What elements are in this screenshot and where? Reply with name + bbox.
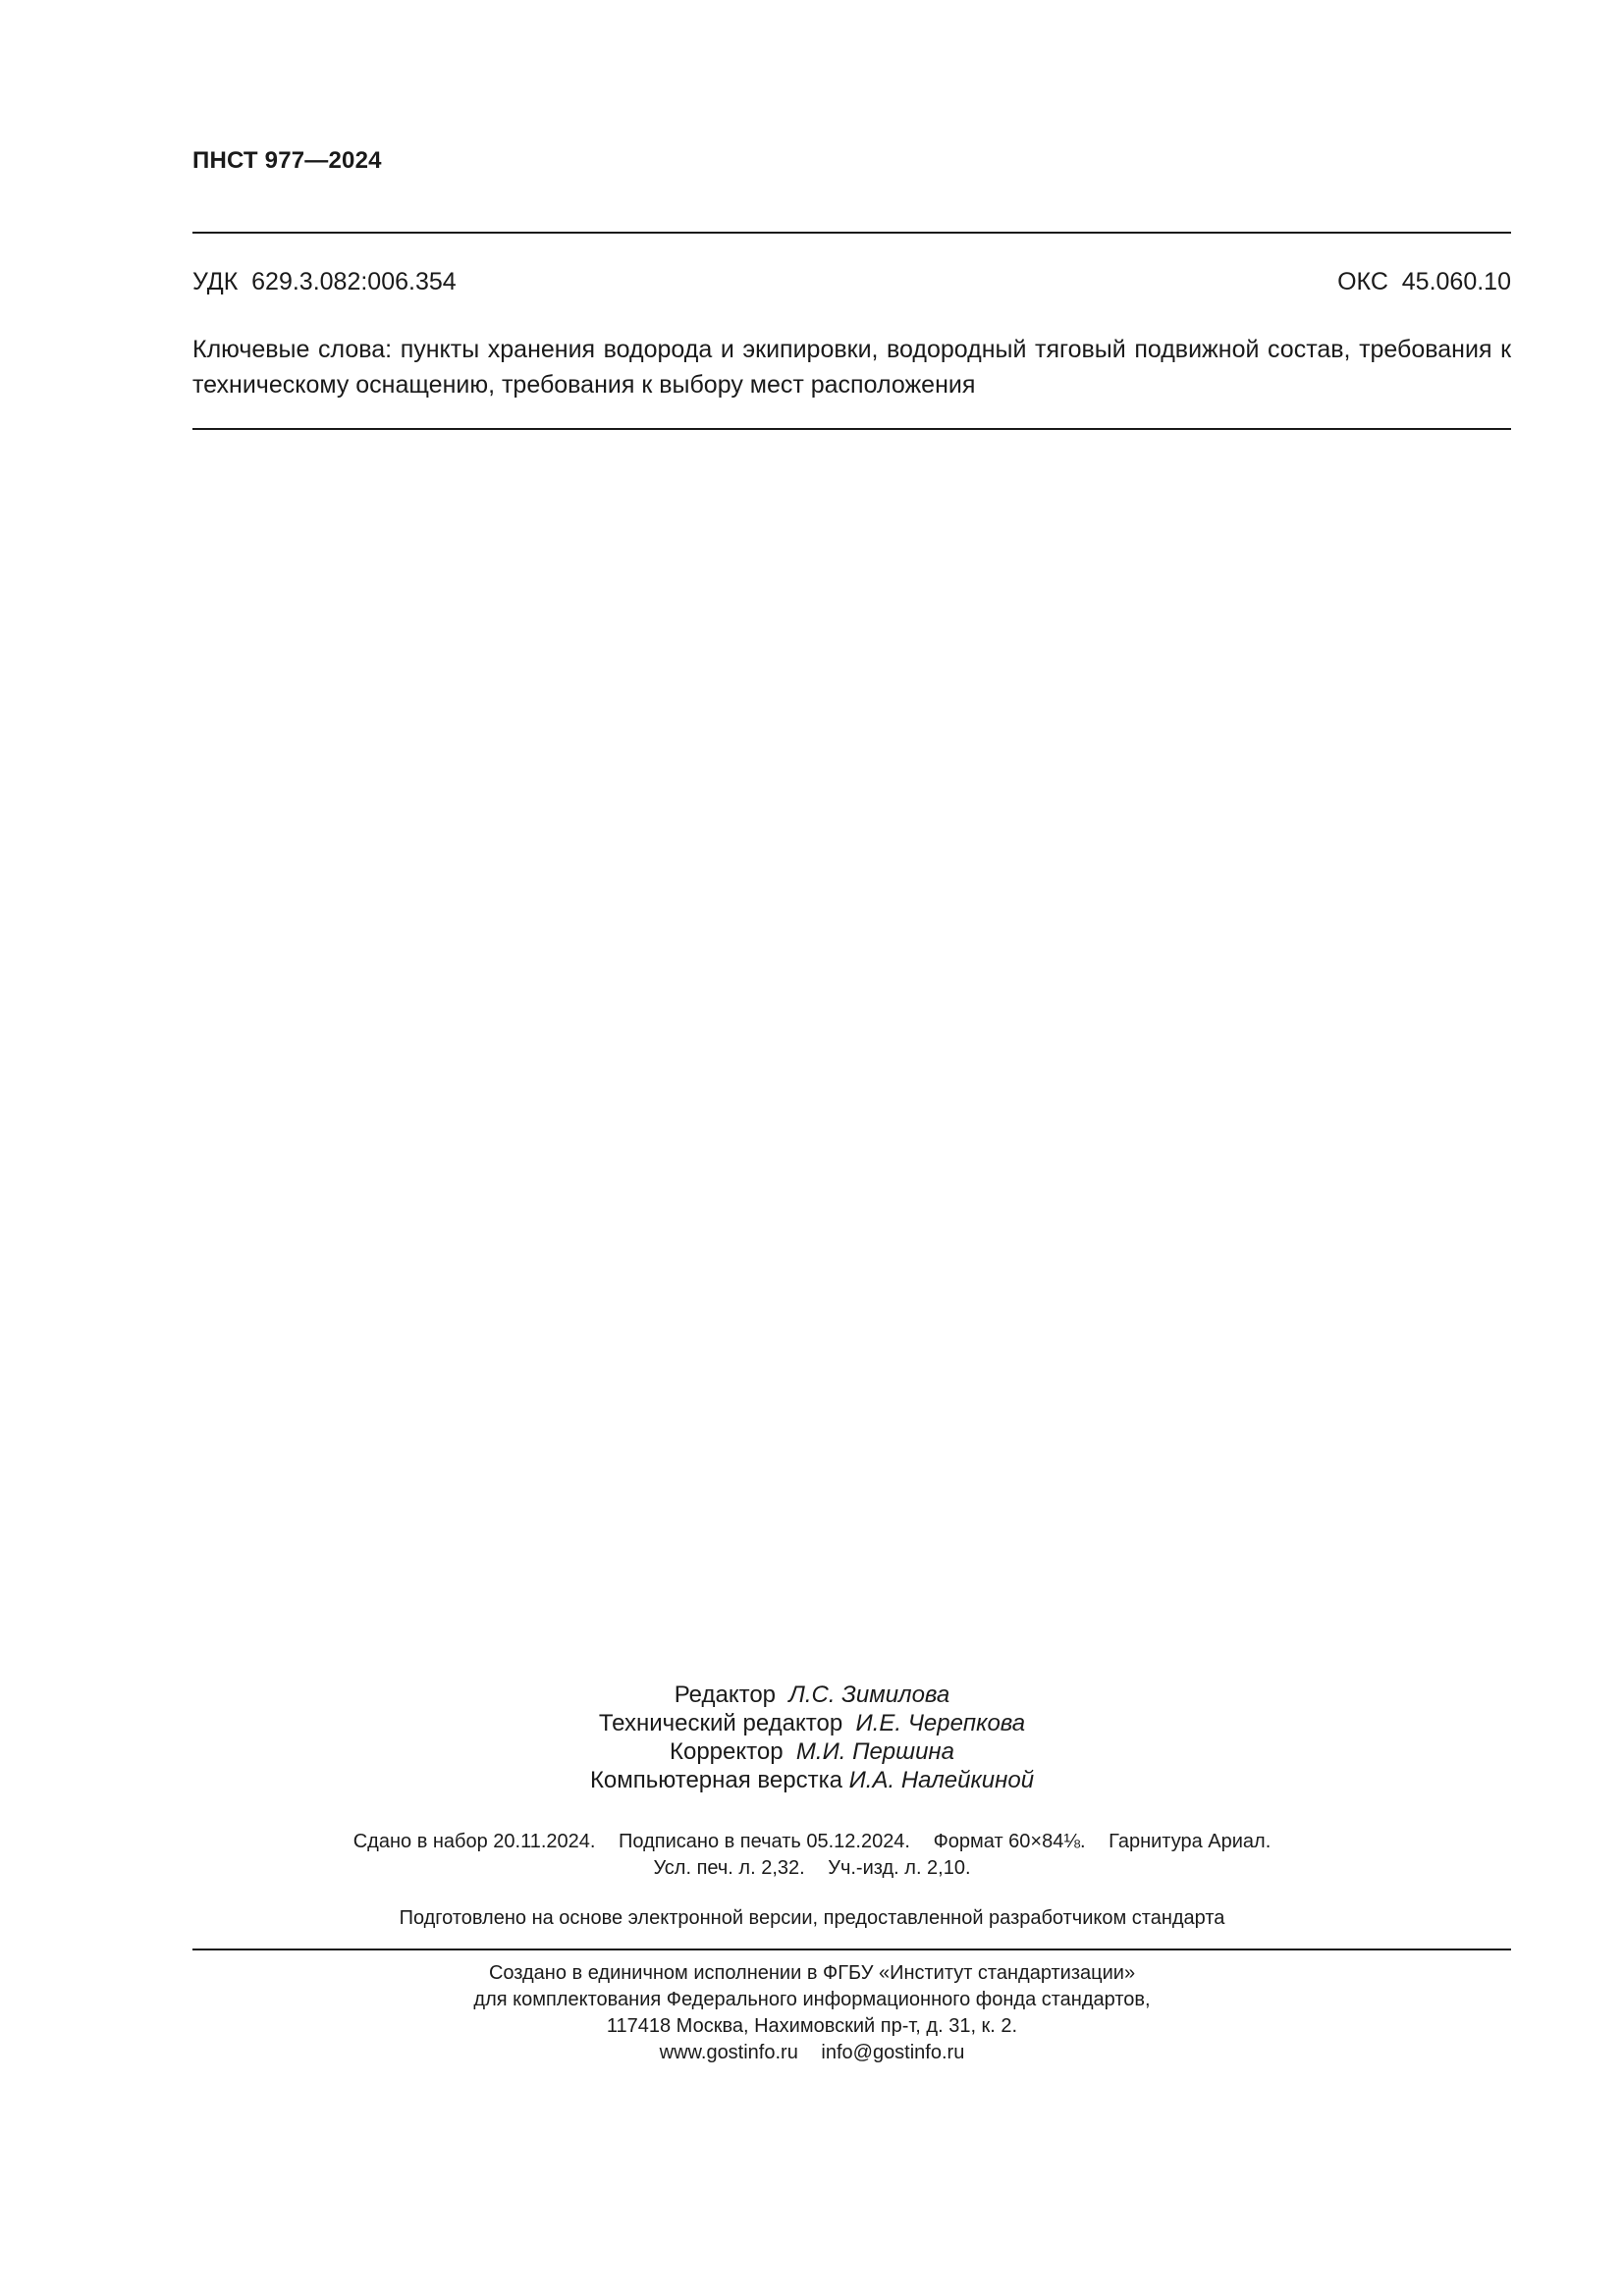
typeface: Гарнитура Ариал. <box>1109 1831 1272 1852</box>
footer-contacts <box>0 2040 1624 2066</box>
publisher-footer <box>0 1960 1624 2066</box>
paper-format: Формат 60×84⅛. <box>933 1831 1086 1852</box>
credit-role: Корректор <box>670 1738 784 1765</box>
footer-divider <box>192 1949 1511 1950</box>
print-info-line-2 <box>0 1855 1624 1882</box>
credit-proofreader <box>0 1737 1624 1766</box>
credit-name: И.Е. Черепкова <box>855 1710 1026 1736</box>
credit-name: М.И. Першина <box>795 1738 954 1765</box>
signed-date: Подписано в печать 05.12.2024. <box>619 1831 910 1852</box>
keywords-divider <box>192 428 1511 430</box>
keywords-paragraph: Ключевые слова: пункты хранения водорода и экипировки, водородный тяговый подвижной состав, требования к техническому оснащению, требования к выбору мест расположения <box>192 336 1511 399</box>
top-divider <box>192 232 1511 234</box>
credits-block <box>0 1681 1624 1794</box>
credit-role: Компьютерная верстка <box>589 1767 842 1793</box>
publisher-sheets: Уч.-изд. л. 2,10. <box>828 1857 971 1879</box>
website-link[interactable]: www.gostinfo.ru <box>659 2042 798 2063</box>
footer-line-2: для комплектования Федерального информационного фонда стандартов, <box>473 1989 1151 2010</box>
document-code: ПНСТ 977—2024 <box>192 147 382 174</box>
print-info-block <box>0 1829 1624 1882</box>
footer-line-3: 117418 Москва, Нахимовский пр-т, д. 31, к. 2. <box>606 2015 1018 2037</box>
credit-name: И.А. Налейкиной <box>848 1767 1035 1793</box>
credit-name: Л.С. Зимилова <box>788 1682 950 1708</box>
email-link[interactable]: info@gostinfo.ru <box>821 2042 965 2063</box>
credit-layout <box>0 1766 1624 1794</box>
oks-code: ОКС 45.060.10 <box>1337 268 1511 295</box>
credit-tech-editor <box>0 1709 1624 1737</box>
print-info-line-1 <box>0 1829 1624 1855</box>
submitted-date: Сдано в набор 20.11.2024. <box>352 1831 596 1852</box>
credit-role: Технический редактор <box>598 1710 843 1736</box>
prepared-note: Подготовлено на основе электронной версии, предоставленной разработчиком стандарта <box>399 1907 1225 1929</box>
udk-code: УДК 629.3.082:006.354 <box>192 268 457 295</box>
credit-role: Редактор <box>674 1682 777 1708</box>
credit-editor <box>0 1681 1624 1709</box>
footer-line-1: Создано в единичном исполнении в ФГБУ «Институт стандартизации» <box>488 1962 1136 1984</box>
print-sheets: Усл. печ. л. 2,32. <box>653 1857 805 1879</box>
